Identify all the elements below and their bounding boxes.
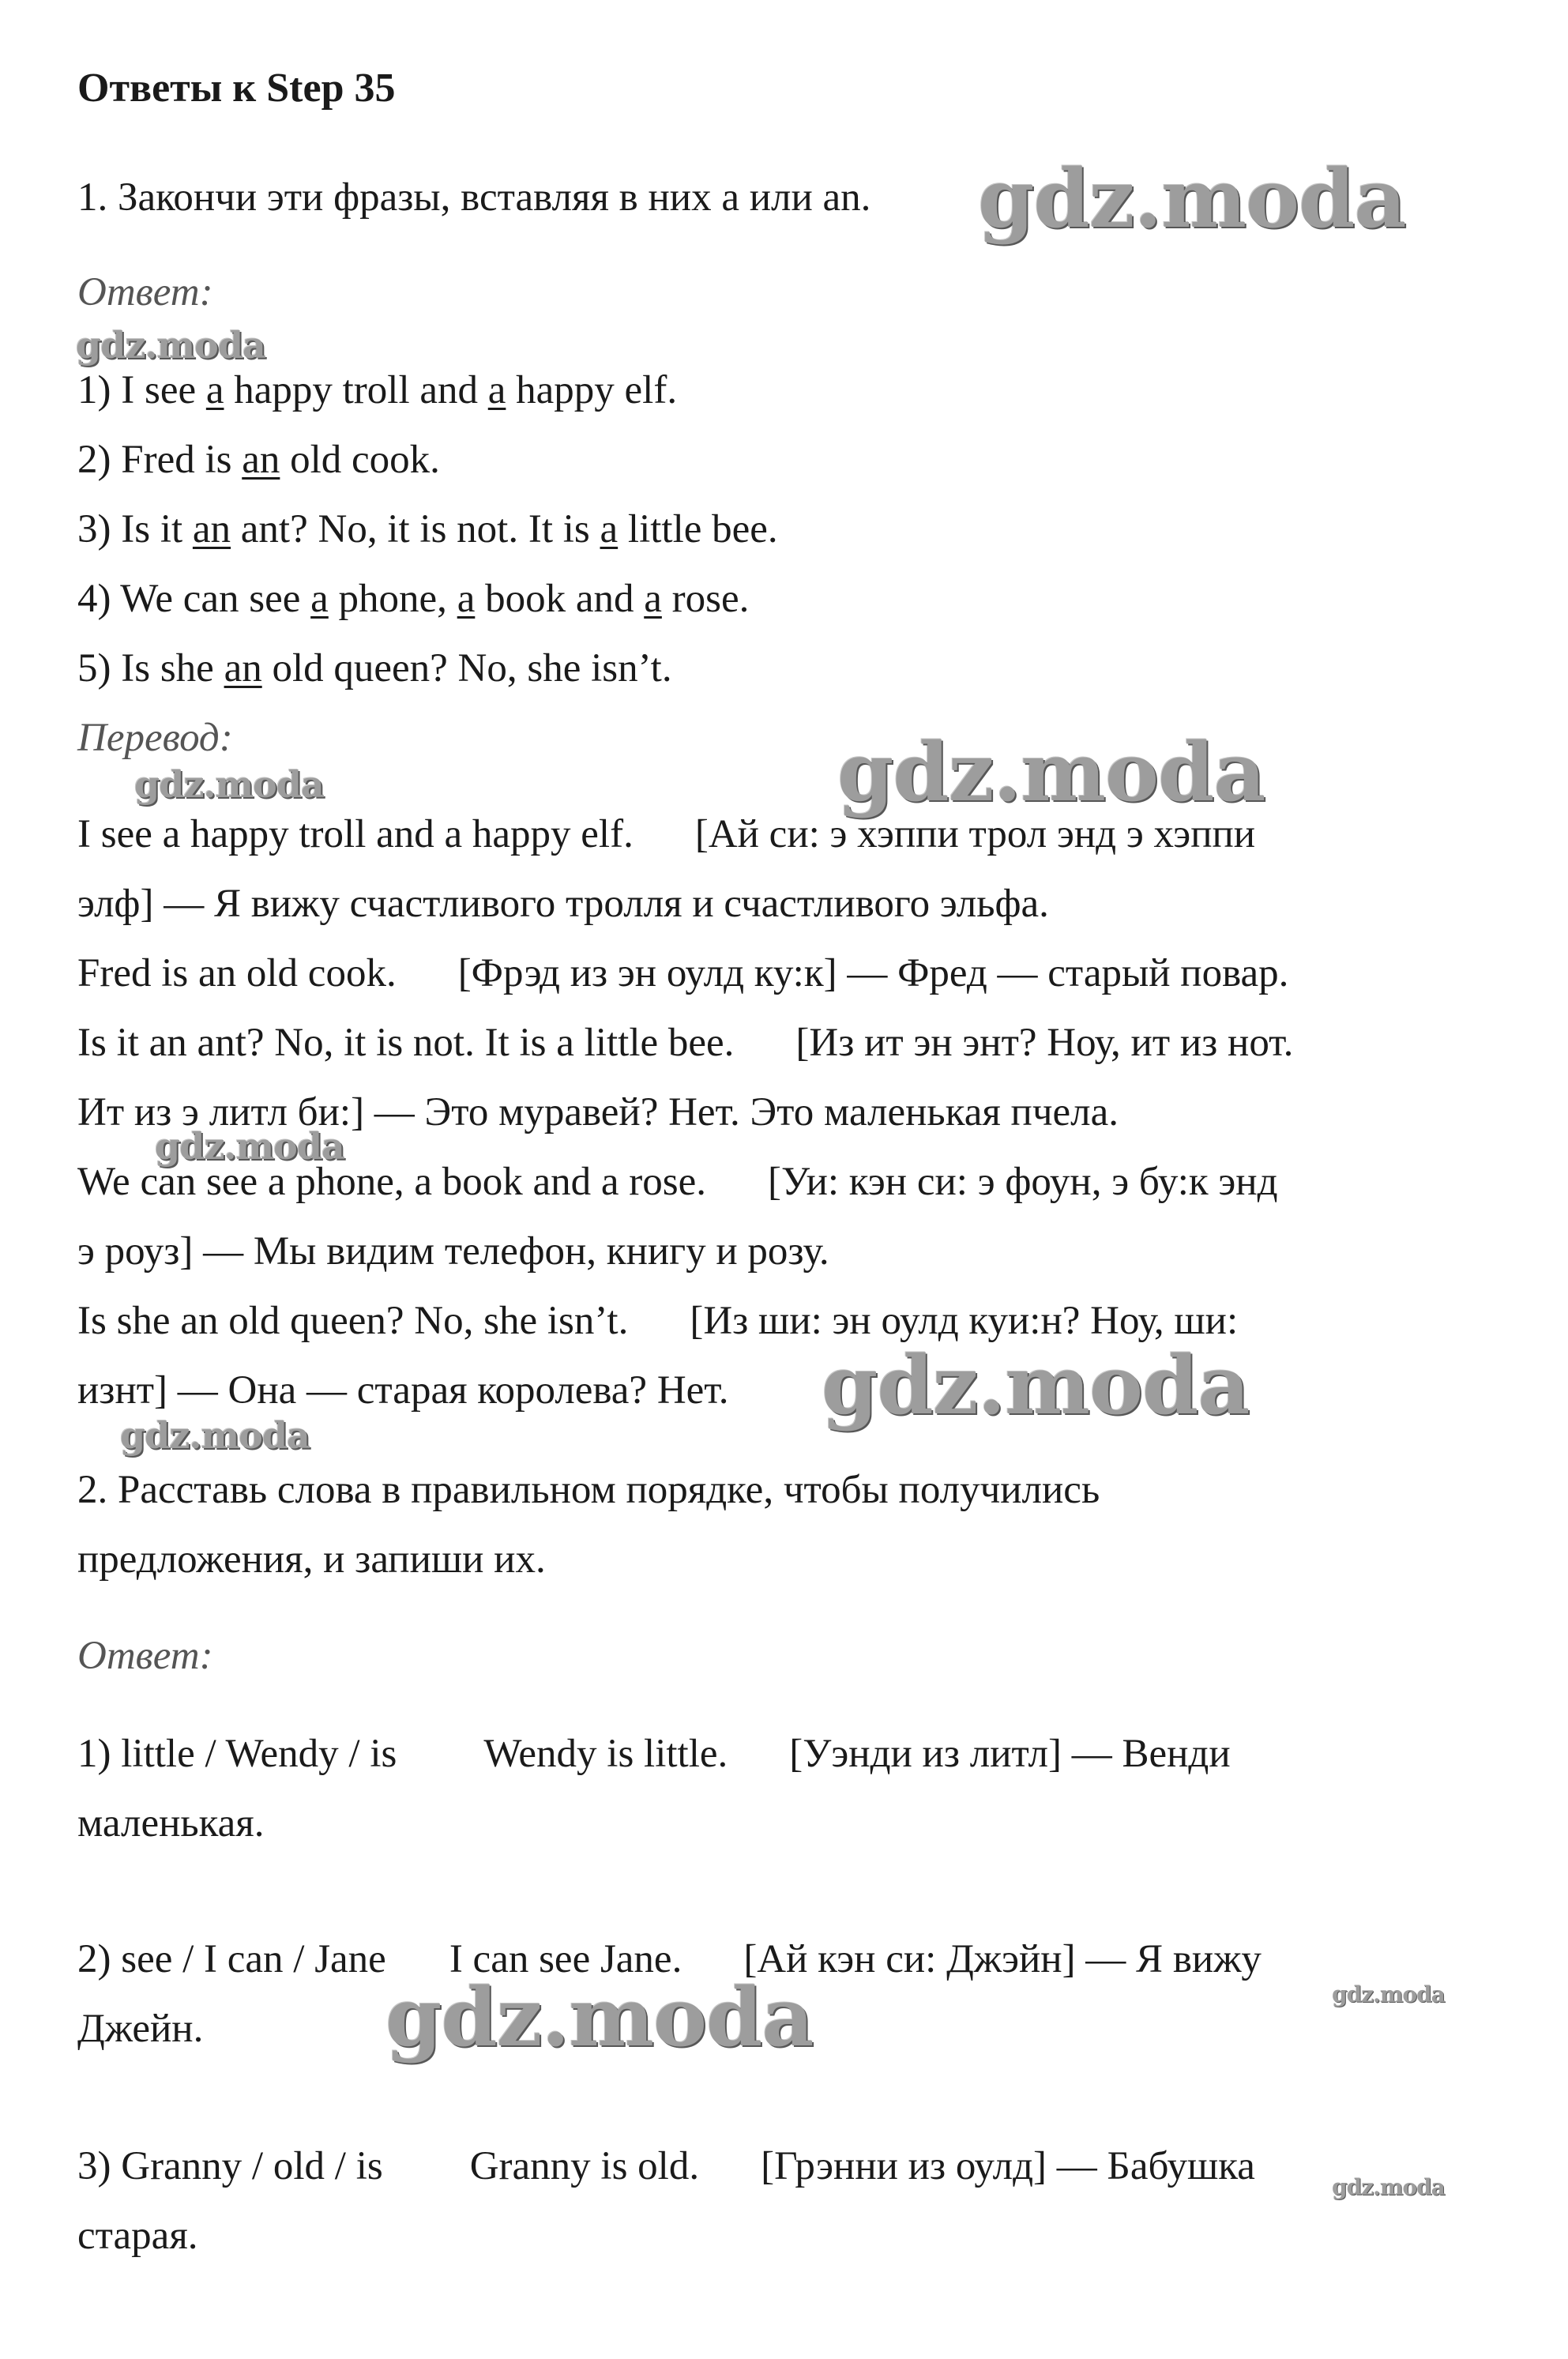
task2-item-1-line-2: маленькая.	[77, 1801, 265, 1845]
article-blank: a	[487, 368, 506, 412]
task2-heading-line-2: предложения, и запиши их.	[77, 1537, 546, 1582]
watermark-logo: gdz.moda	[1332, 1981, 1445, 2007]
watermark-logo: gdz.moda	[978, 152, 1406, 246]
watermark-logo: gdz.moda	[822, 1338, 1250, 1433]
task2-item-2-line-1: 2) see / I can / Jane I can see Jane. [Ай кэн си: Джэйн] — Я вижу	[77, 1937, 1262, 1981]
answer-line-2: 2) Fred is an old cook.	[77, 438, 440, 482]
watermark-logo: gdz.moda	[134, 763, 324, 806]
translation-4-line-1: We can see a phone, a book and a rose. [Уи: кэн си: э фоун, э бу:к энд	[77, 1160, 1278, 1204]
translation-label: Перевод:	[77, 716, 233, 760]
watermark-logo: gdz.moda	[155, 1125, 344, 1168]
article-blank: a	[310, 577, 329, 621]
page-title: Ответы к Step 35	[77, 66, 396, 111]
task2-item-1-line-1: 1) little / Wendy / is Wendy is little. [Уэнди из литл] — Венди	[77, 1732, 1231, 1776]
watermark-logo: gdz.moda	[1332, 2174, 1445, 2200]
translation-1-line-1: I see a happy troll and a happy elf. [Ай си: э хэппи трол энд э хэппи	[77, 812, 1256, 856]
article-blank: an	[224, 646, 262, 690]
task2-heading-line-1: 2. Расставь слова в правильном порядке, чтобы получились	[77, 1468, 1100, 1512]
watermark-logo: gdz.moda	[76, 324, 265, 367]
task2-item-2-line-2: Джейн.	[77, 2007, 204, 2051]
article-blank: a	[457, 577, 476, 621]
translation-5-line-1: Is she an old queen? No, she isn’t. [Из ши: эн оулд куи:н? Ноу, ши:	[77, 1299, 1239, 1343]
translation-3-line-2: Ит из э литл би:] — Это муравей? Нет. Это маленькая пчела.	[77, 1090, 1119, 1134]
translation-5-line-2: изнт] — Она — старая королева? Нет.	[77, 1368, 729, 1413]
task2-item-3-line-1: 3) Granny / old / is Granny is old. [Грэнни из оулд] — Бабушка	[77, 2144, 1255, 2188]
translation-1-line-2: элф] — Я вижу счастливого тролля и счастливого эльфа.	[77, 882, 1049, 926]
answer-line-4: 4) We can see a phone, a book and a rose.	[77, 577, 750, 621]
watermark-logo: gdz.moda	[120, 1414, 310, 1457]
answer-line-3: 3) Is it an ant? No, it is not. It is a little bee.	[77, 507, 778, 551]
translation-2-line-1: Fred is an old cook. [Фрэд из эн оулд ку:к] — Фред — старый повар.	[77, 951, 1289, 995]
article-blank: a	[644, 577, 662, 621]
task2-item-3-line-2: старая.	[77, 2214, 198, 2258]
article-blank: a	[600, 507, 619, 551]
task1-answer-label: Ответ:	[77, 270, 213, 314]
article-blank: an	[242, 438, 280, 482]
task2-answer-label: Ответ:	[77, 1634, 213, 1678]
article-blank: a	[205, 368, 224, 412]
watermark-logo: gdz.moda	[385, 1970, 814, 2065]
translation-4-line-2: э роуз] — Мы видим телефон, книгу и розу.	[77, 1229, 829, 1274]
answer-line-1: 1) I see a happy troll and a happy elf.	[77, 368, 678, 412]
task1-heading: 1. Закончи эти фразы, вставляя в них a или an.	[77, 175, 871, 220]
answer-line-5: 5) Is she an old queen? No, she isn’t.	[77, 646, 672, 690]
watermark-logo: gdz.moda	[837, 725, 1265, 820]
article-blank: an	[192, 507, 231, 551]
translation-3-line-1: Is it an ant? No, it is not. It is a little bee. [Из ит эн энт? Ноу, ит из нот.	[77, 1021, 1294, 1065]
